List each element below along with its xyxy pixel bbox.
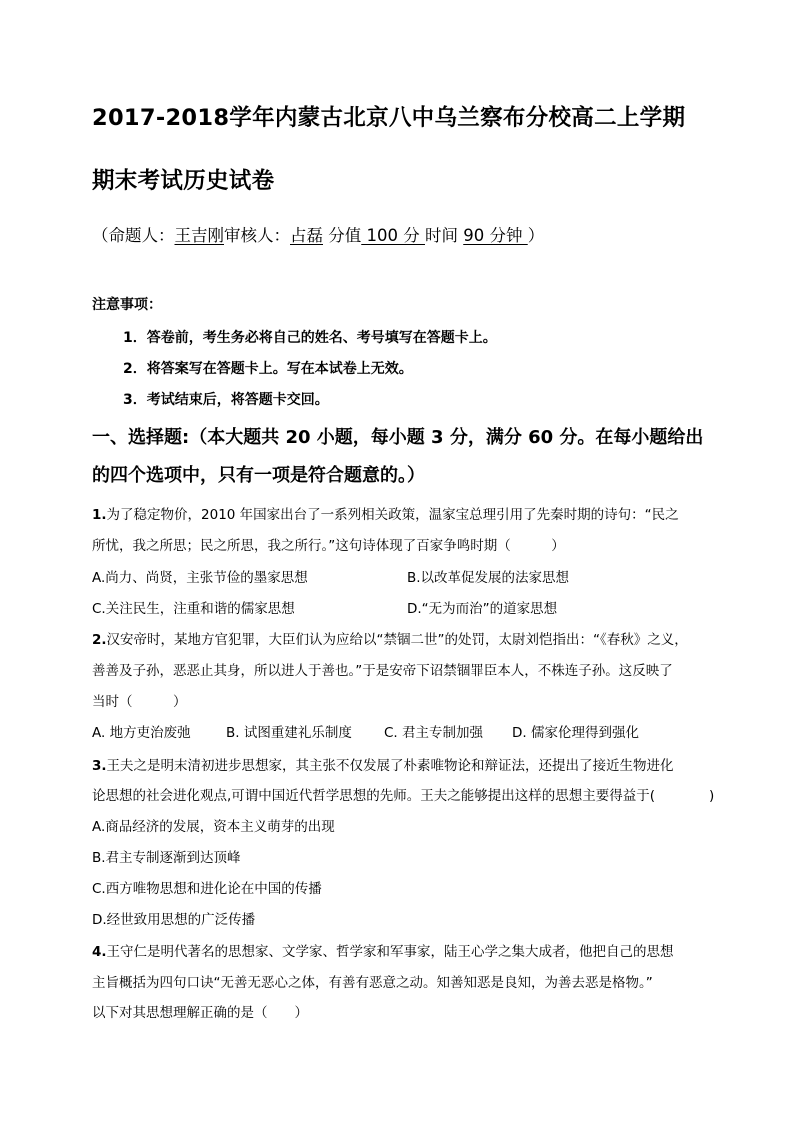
notes-title: 注意事项：: [92, 297, 162, 313]
question-2-option-c: C. 君主专制加强: [384, 725, 484, 741]
exam-title-line-2: 期末考试历史试卷: [92, 168, 275, 194]
note-item-2: 2．将答案写在答题卡上。写在本试卷上无效。: [123, 361, 413, 377]
question-3-option-d: D.经世致用思想的广泛传播: [92, 912, 256, 928]
question-1-text: 为了稳定物价，2010 年国家出台了一系列相关政策，温家宝总理引用了先秦时期的诗句：“民之: [106, 507, 679, 523]
meta-reviewer-label: 审核人：: [224, 226, 290, 245]
meta-time-label: 时间: [424, 226, 464, 245]
question-2-number: 2.: [92, 632, 107, 648]
meta-score-label: 分值: [323, 226, 362, 245]
meta-score: 100 分: [361, 226, 425, 245]
meta-author: 王吉刚: [174, 226, 224, 245]
question-4-line-1: [92, 940, 674, 960]
meta-open: （命题人：: [92, 226, 175, 245]
question-2-option-b: B. 试图重建礼乐制度: [226, 725, 352, 741]
note-item-3: 3．考试结束后，将答题卡交回。: [123, 392, 329, 408]
question-1-option-b: B.以改革促发展的法家思想: [407, 570, 570, 586]
question-3-option-a: A.商品经济的发展，资本主义萌芽的出现: [92, 819, 335, 835]
question-4-number: 4.: [92, 944, 107, 960]
meta-reviewer: 占磊: [290, 226, 323, 245]
question-3-number: 3.: [92, 758, 107, 774]
question-2-line-2: 善善及子孙，恶恶止其身，所以进人于善也。”于是安帝下诏禁锢罪臣本人，不株连子孙。这反映了: [92, 663, 673, 679]
question-2-line-1: [92, 628, 688, 648]
question-3-line-2: 论思想的社会进化观点,可谓中国近代哲学思想的先师。王夫之能够提出这样的思想主要得益于( ): [92, 788, 715, 804]
section-heading-line-2: 的四个选项中，只有一项是符合题意的。）: [92, 465, 425, 486]
question-2-text: 汉安帝时，某地方官犯罪，大臣们认为应给以“禁锢二世”的处罚，太尉刘恺指出：“《春秋》之义，: [106, 632, 688, 648]
question-4-line-3: 以下对其思想理解正确的是（ ）: [92, 1005, 308, 1021]
question-4-line-2: 主旨概括为四句口诀“无善无恶心之体，有善有恶意之动。知善知恶是良知，为善去恶是格物。”: [92, 975, 653, 991]
question-3-text: 王夫之是明末清初进步思想家，其主张不仅发展了朴素唯物论和辩证法，还提出了接近生物进化: [106, 758, 674, 774]
question-3-option-b: B.君主专制逐渐到达顶峰: [92, 850, 241, 866]
section-heading-line-1: 一、选择题:（本大题共 20 小题，每小题 3 分，满分 60 分。在每小题给出: [92, 427, 704, 448]
question-2-line-3: 当时（ ）: [92, 694, 187, 710]
question-1-option-a: A.尚力、尚贤，主张节俭的墨家思想: [92, 570, 308, 586]
question-2-option-d: D. 儒家伦理得到强化: [512, 725, 639, 741]
question-1-line-2: 所忧，我之所思；民之所思，我之所行。”这句诗体现了百家争鸣时期（ ）: [92, 538, 565, 554]
question-1-option-d: D.“无为而治”的道家思想: [407, 601, 558, 617]
question-3-option-c: C.西方唯物思想和进化论在中国的传播: [92, 881, 322, 897]
exam-title-line-1: 2017-2018学年内蒙古北京八中乌兰察布分校高二上学期: [92, 105, 686, 131]
exam-meta: [92, 222, 544, 246]
question-4-text: 王守仁是明代著名的思想家、文学家、哲学家和军事家，陆王心学之集大成者，他把自己的思想: [106, 944, 674, 960]
question-1-line-1: [92, 503, 679, 523]
note-item-1: 1．答卷前，考生务必将自己的姓名、考号填写在答题卡上。: [123, 330, 497, 346]
question-1-number: 1.: [92, 507, 107, 523]
meta-close: ）: [527, 226, 545, 245]
meta-time: 90 分钟: [463, 226, 528, 245]
question-3-line-1: [92, 754, 674, 774]
question-2-option-a: A. 地方吏治废弛: [92, 725, 191, 741]
question-1-option-c: C.关注民生，注重和谐的儒家思想: [92, 601, 295, 617]
